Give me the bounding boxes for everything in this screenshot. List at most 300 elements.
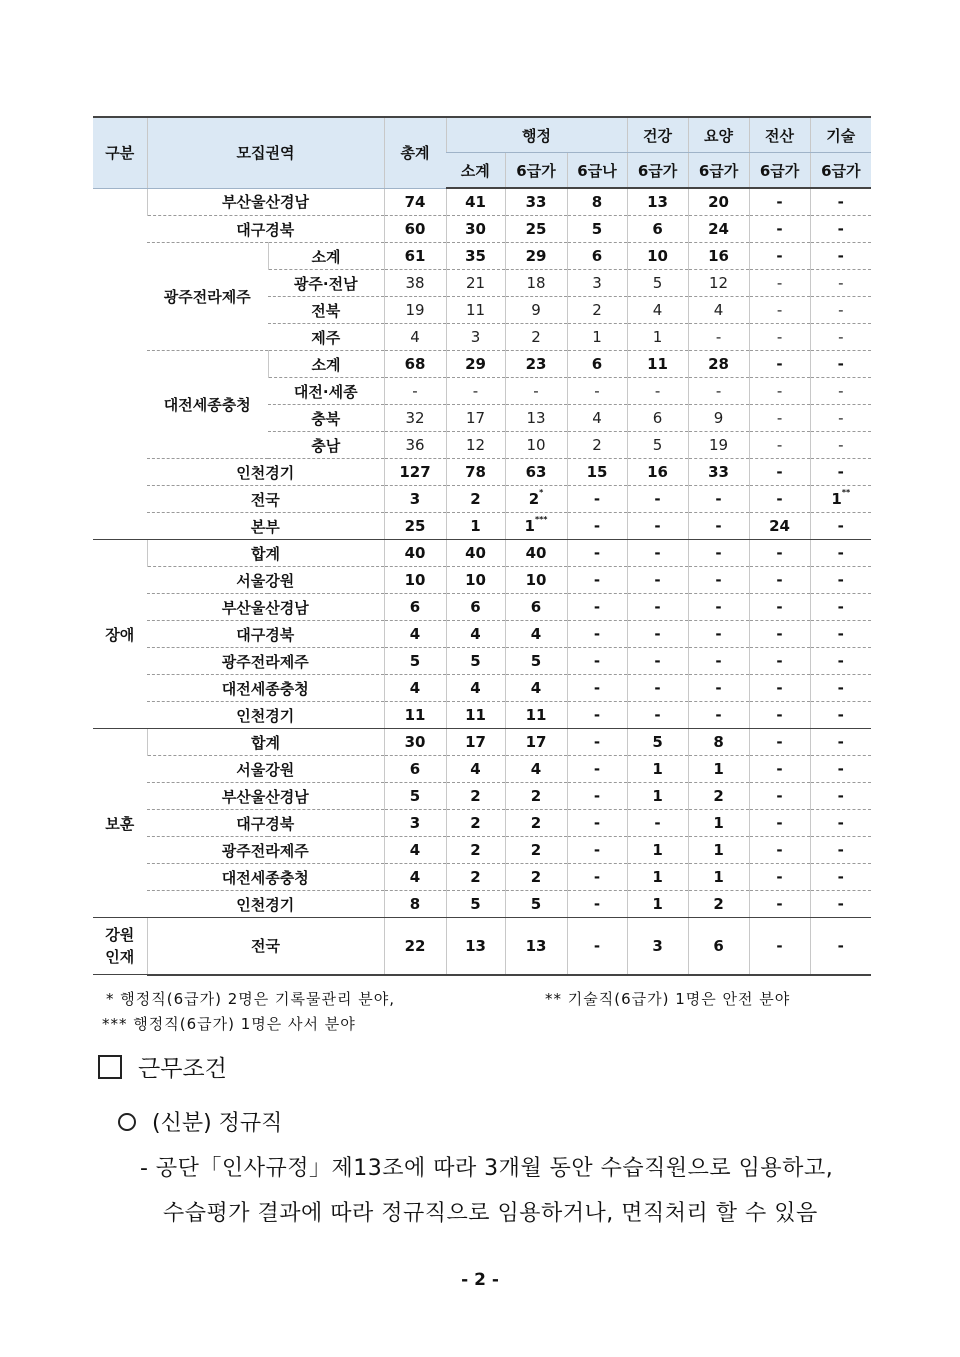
cell-health — [627, 324, 688, 351]
cell-value: 40 — [404, 544, 426, 562]
cell-total — [384, 918, 446, 975]
cell-value: 4 — [530, 679, 542, 697]
cell-health — [627, 621, 688, 648]
cell-total — [384, 810, 446, 837]
cell-value: 3 — [409, 490, 421, 508]
cell-total — [384, 324, 446, 351]
cell-it — [749, 621, 810, 648]
cell-value: 18 — [526, 274, 546, 292]
cell-admin-subtotal — [446, 216, 505, 243]
cell-value: 5 — [652, 436, 663, 454]
cell-value: 1 — [831, 490, 842, 508]
cell-value: - — [838, 409, 844, 427]
cell-value: - — [837, 625, 844, 643]
cell-value: - — [776, 760, 783, 778]
cell-g6b — [567, 729, 627, 756]
cell-g6b — [567, 837, 627, 864]
cell-value: 11 — [525, 706, 547, 724]
cell-value: 8 — [591, 193, 603, 211]
cell-g6a — [505, 297, 567, 324]
cell-value: - — [715, 490, 722, 508]
cell-value: 16 — [647, 463, 668, 481]
page-number: - 2 - — [461, 1270, 499, 1290]
cell-value: 4 — [530, 760, 542, 778]
cell-g6a — [505, 405, 567, 432]
cell-value: 19 — [405, 301, 425, 319]
cell-value: 11 — [404, 706, 426, 724]
region-cell: 광주전라제주 — [147, 243, 268, 351]
cell-value: - — [593, 679, 601, 697]
cell-admin-subtotal — [446, 486, 505, 513]
cell-value: - — [776, 841, 783, 859]
cell-care — [688, 486, 749, 513]
cell-tech — [810, 351, 871, 378]
cell-value: - — [837, 517, 844, 535]
region-cell: 서울강원 — [147, 756, 384, 783]
cell-value: 3 — [592, 274, 602, 292]
cell-value: - — [838, 382, 844, 400]
circle-bullet-icon — [118, 1113, 136, 1131]
cell-g6b — [567, 324, 627, 351]
cell-value: - — [593, 490, 601, 508]
cell-value: 2 — [530, 841, 542, 859]
cell-value: - — [654, 706, 661, 724]
cell-it — [749, 405, 810, 432]
cell-value: 6 — [409, 598, 421, 616]
cell-value: 1 — [652, 868, 663, 886]
region-cell: 부산울산경남 — [147, 783, 384, 810]
cell-value: - — [715, 625, 722, 643]
cell-value: 6 — [591, 247, 603, 265]
cell-it — [749, 891, 810, 918]
cell-value: 40 — [525, 544, 547, 562]
cell-total — [384, 864, 446, 891]
cell-tech — [810, 756, 871, 783]
cell-value: 2 — [470, 787, 481, 805]
cell-health — [627, 243, 688, 270]
region-cell: 광주전라제주 — [147, 837, 384, 864]
table-row — [93, 648, 871, 675]
cell-value: 5 — [409, 787, 421, 805]
cell-tech — [810, 243, 871, 270]
cell-value: - — [715, 598, 722, 616]
cell-admin-subtotal — [446, 675, 505, 702]
section-heading-text: 근무조건 — [138, 1056, 227, 1082]
cell-value: - — [472, 382, 479, 400]
cell-value: 4 — [470, 625, 481, 643]
cell-total — [384, 432, 446, 459]
cell-admin-subtotal — [446, 756, 505, 783]
cell-g6b — [567, 621, 627, 648]
cell-total — [384, 243, 446, 270]
cell-value: - — [776, 463, 783, 481]
cell-g6a — [505, 432, 567, 459]
cell-value: 5 — [530, 895, 542, 913]
table-row — [93, 486, 871, 513]
footnote-mark: *** — [534, 515, 548, 524]
subregion-cell: 대전·세종 — [268, 378, 384, 405]
cell-health — [627, 216, 688, 243]
cell-g6b — [567, 513, 627, 540]
cell-total — [384, 540, 446, 567]
cell-admin-subtotal — [446, 351, 505, 378]
cell-care — [688, 513, 749, 540]
cell-it — [749, 540, 810, 567]
cell-g6a — [505, 513, 567, 540]
cell-value: 60 — [404, 220, 426, 238]
cell-value: - — [837, 868, 844, 886]
cell-health — [627, 864, 688, 891]
cell-value: - — [776, 544, 783, 562]
cell-value: - — [837, 544, 844, 562]
cell-tech — [810, 324, 871, 351]
region-cell: 대전세종충청 — [147, 675, 384, 702]
cell-value: 4 — [470, 760, 481, 778]
subregion-cell: 충북 — [268, 405, 384, 432]
cell-it — [749, 756, 810, 783]
cell-admin-subtotal — [446, 243, 505, 270]
table-row — [93, 216, 871, 243]
cell-value: - — [654, 490, 661, 508]
cell-value: - — [776, 733, 783, 751]
cell-total — [384, 594, 446, 621]
cell-health — [627, 567, 688, 594]
cell-it — [749, 513, 810, 540]
cell-care — [688, 783, 749, 810]
cell-total — [384, 891, 446, 918]
cell-care — [688, 351, 749, 378]
footnote-mark: * — [539, 488, 544, 497]
cell-value: 28 — [708, 355, 729, 373]
cell-value: 127 — [399, 463, 431, 481]
cell-value: 17 — [525, 733, 547, 751]
cell-admin-subtotal — [446, 513, 505, 540]
cell-tech — [810, 648, 871, 675]
cell-g6a — [505, 675, 567, 702]
cell-value: - — [593, 652, 601, 670]
cell-value: 6 — [652, 409, 663, 427]
cell-value: - — [837, 841, 844, 859]
header-total: 총계 — [384, 117, 446, 188]
cell-total — [384, 702, 446, 729]
table-row — [93, 783, 871, 810]
cell-admin-subtotal — [446, 540, 505, 567]
cell-g6a — [505, 837, 567, 864]
cell-tech — [810, 216, 871, 243]
header-category: 구분 — [93, 117, 147, 188]
cell-value: - — [654, 652, 661, 670]
region-cell: 대구경북 — [147, 810, 384, 837]
cell-value: 6 — [409, 760, 421, 778]
cell-care — [688, 648, 749, 675]
cell-admin-subtotal — [446, 621, 505, 648]
table-row — [93, 837, 871, 864]
cell-total — [384, 783, 446, 810]
cell-g6b — [567, 864, 627, 891]
cell-value: 19 — [708, 436, 729, 454]
cell-value: 68 — [404, 355, 426, 373]
cell-value: - — [715, 544, 722, 562]
cell-value: - — [776, 247, 783, 265]
cell-health — [627, 432, 688, 459]
header-admin-g6a: 6급가 — [505, 153, 567, 189]
cell-value: 10 — [526, 436, 546, 454]
footnote-mark: ** — [841, 488, 851, 497]
cell-total — [384, 216, 446, 243]
cell-tech — [810, 864, 871, 891]
cell-g6b — [567, 675, 627, 702]
cell-total — [384, 837, 446, 864]
region-cell: 서울강원 — [147, 567, 384, 594]
cell-admin-subtotal — [446, 567, 505, 594]
cell-value: - — [654, 544, 661, 562]
cell-value: - — [593, 571, 601, 589]
category-disabled: 장애 — [93, 540, 147, 729]
subregion-cell: 충남 — [268, 432, 384, 459]
probation-text-line1: - 공단「인사규정」제13조에 따라 3개월 동안 수습직원으로 임용하고, — [140, 1156, 834, 1181]
cell-g6a — [505, 378, 567, 405]
cell-value: - — [837, 814, 844, 832]
cell-total — [384, 486, 446, 513]
cell-g6b — [567, 351, 627, 378]
cell-value: 1 — [713, 814, 724, 832]
cell-tech — [810, 675, 871, 702]
header-care-g6a: 6급가 — [688, 153, 749, 189]
cell-value: 40 — [465, 544, 486, 562]
cell-health — [627, 756, 688, 783]
cell-g6b — [567, 648, 627, 675]
cell-g6b — [567, 270, 627, 297]
table-row — [93, 540, 871, 567]
cell-g6a — [505, 324, 567, 351]
cell-value: - — [776, 652, 783, 670]
cell-g6a — [505, 864, 567, 891]
cell-tech — [810, 432, 871, 459]
cell-value: - — [715, 706, 722, 724]
cell-total — [384, 513, 446, 540]
cell-value: - — [776, 436, 783, 454]
cell-g6a — [505, 270, 567, 297]
cell-g6a — [505, 486, 567, 513]
cell-value: 41 — [465, 193, 486, 211]
cell-value: - — [715, 571, 722, 589]
cell-value: 1 — [470, 517, 481, 535]
cell-g6a — [505, 702, 567, 729]
cell-g6b — [567, 594, 627, 621]
cell-it — [749, 810, 810, 837]
cell-value: 2 — [713, 895, 724, 913]
region-cell: 부산울산경남 — [147, 594, 384, 621]
cell-health — [627, 891, 688, 918]
region-cell: 전국 — [147, 486, 384, 513]
cell-value: - — [654, 679, 661, 697]
cell-value: 13 — [525, 936, 547, 955]
cell-admin-subtotal — [446, 432, 505, 459]
cell-total — [384, 378, 446, 405]
cell-value: 1 — [652, 787, 663, 805]
cell-total — [384, 648, 446, 675]
cell-tech — [810, 513, 871, 540]
cell-total — [384, 351, 446, 378]
cell-g6b — [567, 702, 627, 729]
cell-care — [688, 324, 749, 351]
cell-care — [688, 891, 749, 918]
cell-g6a — [505, 540, 567, 567]
cell-total — [384, 405, 446, 432]
cell-value: 10 — [647, 247, 668, 265]
cell-g6b — [567, 216, 627, 243]
cell-value: - — [654, 598, 661, 616]
cell-tech — [810, 378, 871, 405]
cell-value: - — [593, 936, 601, 955]
footnote-librarian: *** 행정직(6급가) 1명은 사서 분야 — [102, 1015, 356, 1033]
cell-admin-subtotal — [446, 324, 505, 351]
cell-value: 36 — [405, 436, 425, 454]
cell-value: - — [837, 652, 844, 670]
cell-health — [627, 297, 688, 324]
cell-value: 6 — [530, 598, 542, 616]
cell-total — [384, 675, 446, 702]
cell-g6b — [567, 188, 627, 216]
cell-care — [688, 188, 749, 216]
category-general — [93, 188, 147, 540]
cell-value: 4 — [409, 868, 421, 886]
cell-it — [749, 918, 810, 975]
cell-it — [749, 729, 810, 756]
cell-value: - — [837, 571, 844, 589]
cell-care — [688, 378, 749, 405]
cell-health — [627, 918, 688, 975]
cell-value: 6 — [470, 598, 481, 616]
cell-health — [627, 540, 688, 567]
cell-admin-subtotal — [446, 378, 505, 405]
cell-value: 23 — [525, 355, 547, 373]
table-row — [93, 188, 871, 216]
cell-care — [688, 243, 749, 270]
cell-value: - — [837, 706, 844, 724]
cell-total — [384, 459, 446, 486]
cell-g6b — [567, 567, 627, 594]
cell-value: - — [776, 274, 783, 292]
cell-g6a — [505, 621, 567, 648]
cell-value: - — [837, 733, 844, 751]
cell-value: - — [715, 679, 722, 697]
cell-value: 25 — [525, 220, 547, 238]
cell-value: 11 — [465, 301, 486, 319]
cell-g6b — [567, 810, 627, 837]
cell-value: 22 — [404, 936, 426, 955]
region-cell: 대전세종충청 — [147, 864, 384, 891]
cell-g6b — [567, 540, 627, 567]
cell-care — [688, 864, 749, 891]
cell-value: 6 — [652, 220, 663, 238]
cell-value: 21 — [465, 274, 486, 292]
cell-value: - — [837, 193, 844, 211]
cell-value: 6 — [713, 936, 724, 955]
cell-tech — [810, 594, 871, 621]
region-cell: 대전세종충청 — [147, 351, 268, 459]
table-row — [93, 594, 871, 621]
cell-value: 2 — [592, 436, 602, 454]
cell-tech — [810, 297, 871, 324]
footnote-safety: ** 기술직(6급가) 1명은 안전 분야 — [545, 990, 791, 1008]
cell-value: 12 — [465, 436, 486, 454]
cell-value: - — [776, 679, 783, 697]
cell-value: 5 — [652, 733, 663, 751]
table-row — [93, 567, 871, 594]
cell-health — [627, 188, 688, 216]
cell-value: 1 — [652, 895, 663, 913]
cell-health — [627, 810, 688, 837]
cell-health — [627, 675, 688, 702]
cell-value: 63 — [525, 463, 547, 481]
cell-value: 2 — [530, 814, 542, 832]
cell-g6a — [505, 351, 567, 378]
table-row — [93, 729, 871, 756]
cell-value: 5 — [652, 274, 663, 292]
cell-tech — [810, 729, 871, 756]
cell-it — [749, 297, 810, 324]
cell-value: 11 — [647, 355, 668, 373]
cell-total — [384, 567, 446, 594]
cell-admin-subtotal — [446, 891, 505, 918]
cell-health — [627, 783, 688, 810]
cell-value: 13 — [647, 193, 668, 211]
cell-tech — [810, 567, 871, 594]
cell-health — [627, 729, 688, 756]
cell-g6a — [505, 216, 567, 243]
cell-value: 6 — [591, 355, 603, 373]
header-care: 요양 — [688, 117, 749, 153]
cell-value: 30 — [404, 733, 426, 751]
header-it: 전산 — [749, 117, 810, 153]
cell-admin-subtotal — [446, 918, 505, 975]
cell-value: 29 — [465, 355, 486, 373]
cell-value: - — [593, 841, 601, 859]
cell-value: 24 — [708, 220, 729, 238]
section-heading — [98, 1050, 227, 1083]
cell-value: 33 — [525, 193, 547, 211]
cell-value: 29 — [525, 247, 547, 265]
cell-admin-subtotal — [446, 783, 505, 810]
cell-value: - — [776, 328, 783, 346]
subregion-cell: 소계 — [268, 243, 384, 270]
cell-value: - — [776, 409, 783, 427]
cell-care — [688, 729, 749, 756]
cell-value: 33 — [708, 463, 729, 481]
header-it-g6a: 6급가 — [749, 153, 810, 189]
cell-admin-subtotal — [446, 405, 505, 432]
header-health: 건강 — [627, 117, 688, 153]
header-region: 모집권역 — [147, 117, 384, 188]
cell-admin-subtotal — [446, 270, 505, 297]
cell-health — [627, 378, 688, 405]
cell-it — [749, 594, 810, 621]
cell-value: 8 — [713, 733, 724, 751]
cell-admin-subtotal — [446, 702, 505, 729]
cell-value: - — [776, 936, 783, 955]
cell-it — [749, 837, 810, 864]
cell-value: 4 — [530, 625, 542, 643]
cell-health — [627, 486, 688, 513]
cell-value: 12 — [708, 274, 729, 292]
cell-g6b — [567, 405, 627, 432]
cell-value: 9 — [531, 301, 541, 319]
cell-value: 25 — [404, 517, 426, 535]
cell-value: 1 — [652, 841, 663, 859]
cell-care — [688, 405, 749, 432]
cell-g6b — [567, 297, 627, 324]
